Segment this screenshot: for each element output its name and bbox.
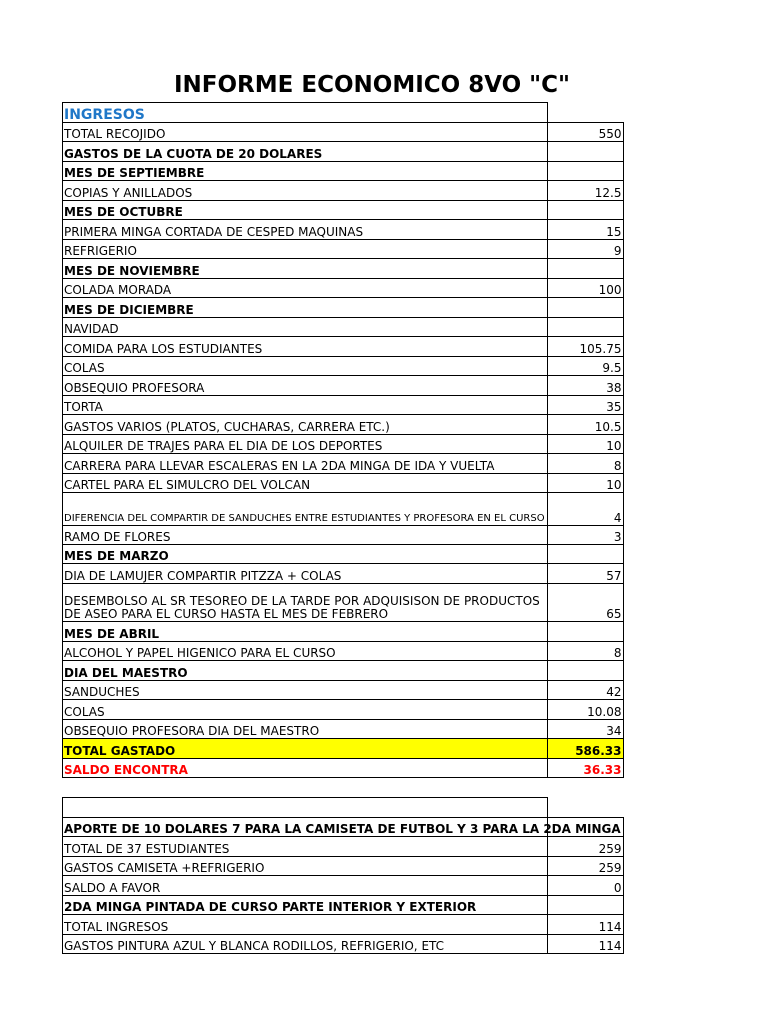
row-value: 10.08 — [548, 700, 624, 720]
table-row — [63, 818, 624, 837]
table-row — [63, 759, 624, 778]
row-value — [548, 798, 624, 818]
table-row — [63, 162, 624, 181]
row-value: 65 — [548, 584, 624, 622]
table-row — [63, 259, 624, 279]
table-row — [63, 739, 624, 759]
table-row — [63, 474, 624, 493]
page-title: INFORME ECONOMICO 8VO "C" — [173, 72, 571, 98]
table-row — [63, 720, 624, 739]
row-label: MES DE NOVIEMBRE — [63, 259, 548, 279]
table-row — [63, 798, 624, 818]
row-label: CARTEL PARA EL SIMULCRO DEL VOLCAN — [63, 474, 548, 493]
row-label: SALDO ENCONTRA — [63, 759, 548, 778]
row-label: GASTOS VARIOS (PLATOS, CUCHARAS, CARRERA ETC.) — [63, 415, 548, 435]
row-label: COLAS — [63, 357, 548, 376]
table-row — [63, 103, 624, 123]
row-label: DESEMBOLSO AL SR TESOREO DE LA TARDE POR ADQUISISON DE PRODUCTOS DE ASEO PARA EL CURSO HASTA EL MES DE FEBRERO — [63, 584, 548, 622]
table-row — [63, 240, 624, 259]
table-row — [63, 181, 624, 201]
table-row — [63, 123, 624, 142]
row-value — [548, 896, 624, 915]
table-row — [63, 337, 624, 357]
table-row — [63, 396, 624, 415]
row-value: 9.5 — [548, 357, 624, 376]
row-value — [548, 103, 624, 123]
row-value: 15 — [548, 220, 624, 240]
row-value: 57 — [548, 564, 624, 584]
row-value: 114 — [548, 935, 624, 954]
row-label: MES DE SEPTIEMBRE — [63, 162, 548, 181]
row-label: TOTAL DE 37 ESTUDIANTES — [63, 837, 548, 857]
row-label: GASTOS CAMISETA +REFRIGERIO — [63, 857, 548, 876]
table-row — [63, 298, 624, 318]
table-row — [63, 415, 624, 435]
row-value: 0 — [548, 876, 624, 896]
row-value: 100 — [548, 279, 624, 298]
table-row — [63, 220, 624, 240]
row-label: OBSEQUIO PROFESORA DIA DEL MAESTRO — [63, 720, 548, 739]
row-label: INGRESOS — [63, 103, 548, 123]
table-row — [63, 896, 624, 915]
row-value: 10 — [548, 474, 624, 493]
row-label: COPIAS Y ANILLADOS — [63, 181, 548, 201]
row-label: TORTA — [63, 396, 548, 415]
row-label: GASTOS PINTURA AZUL Y BLANCA RODILLOS, REFRIGERIO, ETC — [63, 935, 548, 954]
expenses-table — [62, 102, 624, 778]
row-label: SALDO A FAVOR — [63, 876, 548, 896]
table-row — [63, 661, 624, 681]
row-value — [548, 622, 624, 642]
row-label: MES DE MARZO — [63, 545, 548, 564]
row-value: 42 — [548, 681, 624, 700]
row-label: 2DA MINGA PINTADA DE CURSO PARTE INTERIOR Y EXTERIOR — [63, 896, 548, 915]
table-row — [63, 876, 624, 896]
row-value: 10 — [548, 435, 624, 454]
row-value: 114 — [548, 915, 624, 935]
row-value: 12.5 — [548, 181, 624, 201]
row-label: TOTAL GASTADO — [63, 739, 548, 759]
row-value — [548, 298, 624, 318]
row-value: 259 — [548, 837, 624, 857]
table-row — [63, 700, 624, 720]
row-value: 550 — [548, 123, 624, 142]
row-value: 3 — [548, 526, 624, 545]
row-value — [548, 142, 624, 162]
table-row — [63, 142, 624, 162]
row-value: 36.33 — [548, 759, 624, 778]
row-label: RAMO DE FLORES — [63, 526, 548, 545]
row-value: 34 — [548, 720, 624, 739]
table-row — [63, 526, 624, 545]
table-row — [63, 622, 624, 642]
row-label: MES DE DICIEMBRE — [63, 298, 548, 318]
table-row — [63, 454, 624, 474]
row-value — [548, 318, 624, 337]
row-value: 4 — [548, 493, 624, 526]
row-label: PRIMERA MINGA CORTADA DE CESPED MAQUINAS — [63, 220, 548, 240]
table-row — [63, 857, 624, 876]
row-label: ALCOHOL Y PAPEL HIGENICO PARA EL CURSO — [63, 642, 548, 661]
row-label: COLAS — [63, 700, 548, 720]
row-label: OBSEQUIO PROFESORA — [63, 376, 548, 396]
row-label: NAVIDAD — [63, 318, 548, 337]
row-value: 9 — [548, 240, 624, 259]
row-value: 8 — [548, 642, 624, 661]
row-label: TOTAL INGRESOS — [63, 915, 548, 935]
table-row — [63, 564, 624, 584]
row-value: 38 — [548, 376, 624, 396]
row-value — [548, 259, 624, 279]
row-label: APORTE DE 10 DOLARES 7 PARA LA CAMISETA DE FUTBOL Y 3 PARA LA 2DA MINGA — [63, 818, 548, 837]
row-label: SANDUCHES — [63, 681, 548, 700]
row-label: TOTAL RECOJIDO — [63, 123, 548, 142]
contributions-table — [62, 797, 624, 954]
table-row — [63, 279, 624, 298]
row-label: MES DE OCTUBRE — [63, 201, 548, 220]
table-row — [63, 584, 624, 622]
row-value: 105.75 — [548, 337, 624, 357]
row-value — [548, 545, 624, 564]
row-value — [548, 162, 624, 181]
row-value: 259 — [548, 857, 624, 876]
table-row — [63, 376, 624, 396]
row-label: COMIDA PARA LOS ESTUDIANTES — [63, 337, 548, 357]
table-row — [63, 201, 624, 220]
row-label: COLADA MORADA — [63, 279, 548, 298]
row-value — [548, 201, 624, 220]
row-value: 586.33 — [548, 739, 624, 759]
row-value: 8 — [548, 454, 624, 474]
table-row — [63, 318, 624, 337]
table-row — [63, 493, 624, 526]
row-label: MES DE ABRIL — [63, 622, 548, 642]
table-row — [63, 681, 624, 700]
row-label: CARRERA PARA LLEVAR ESCALERAS EN LA 2DA MINGA DE IDA Y VUELTA — [63, 454, 548, 474]
row-label: REFRIGERIO — [63, 240, 548, 259]
row-label: GASTOS DE LA CUOTA DE 20 DOLARES — [63, 142, 548, 162]
row-value: 35 — [548, 396, 624, 415]
row-label: DIFERENCIA DEL COMPARTIR DE SANDUCHES ENTRE ESTUDIANTES Y PROFESORA EN EL CURSO — [63, 493, 548, 526]
row-label — [63, 798, 548, 818]
row-label: DIA DEL MAESTRO — [63, 661, 548, 681]
table-row — [63, 545, 624, 564]
table-row — [63, 837, 624, 857]
table-row — [63, 915, 624, 935]
table-row — [63, 357, 624, 376]
table-row — [63, 642, 624, 661]
row-value — [548, 661, 624, 681]
table-row — [63, 935, 624, 954]
row-label: ALQUILER DE TRAJES PARA EL DIA DE LOS DEPORTES — [63, 435, 548, 454]
row-value: 10.5 — [548, 415, 624, 435]
row-label: DIA DE LAMUJER COMPARTIR PITZZA + COLAS — [63, 564, 548, 584]
table-row — [63, 435, 624, 454]
